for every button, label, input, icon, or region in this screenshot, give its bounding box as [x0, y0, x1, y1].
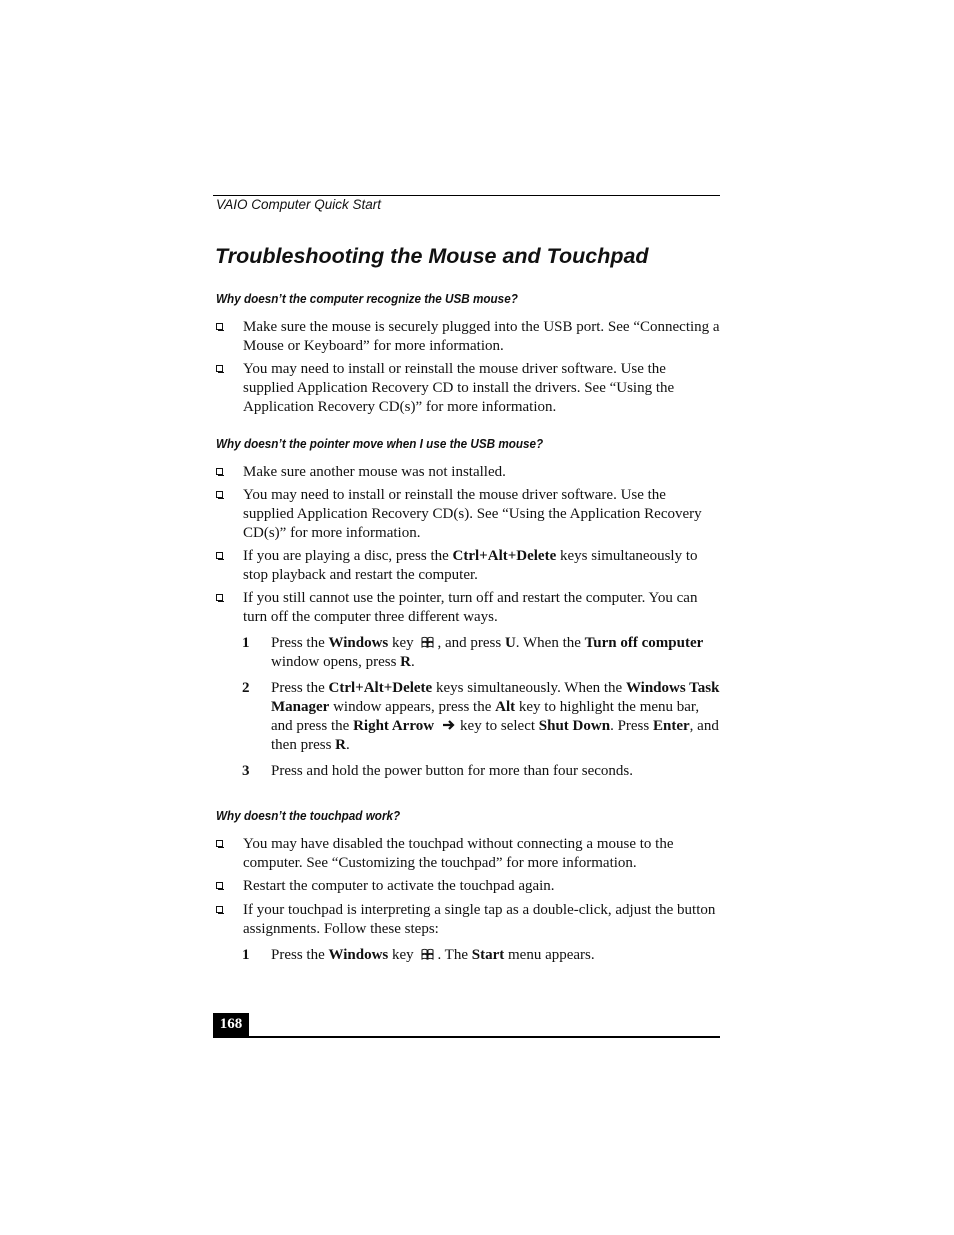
- windows-logo-icon: [421, 948, 434, 960]
- step-number: 3: [242, 763, 250, 779]
- list-item-text: You may need to install or reinstall the mouse driver software. Use the supplied Application Recovery CD to install the drivers. See “Using the Application Recovery CD(s)” for more information.: [243, 361, 675, 415]
- windows-logo-icon: [421, 636, 434, 648]
- list-item-text: If you are playing a disc, press the Ctrl+Alt+Delete keys simultaneously to stop playback and restart the computer.: [243, 548, 698, 583]
- section-question: Why doesn’t the pointer move when I use the USB mouse?: [216, 436, 544, 451]
- checkbox-bullet-icon: [216, 840, 223, 847]
- checkbox-bullet-icon: [216, 594, 223, 601]
- checkbox-bullet-icon: [216, 365, 223, 372]
- checkbox-bullet-icon: [216, 468, 223, 475]
- list-item-text: Restart the computer to activate the touchpad again.: [243, 878, 555, 894]
- step-text: Press and hold the power button for more than four seconds.: [271, 763, 634, 779]
- checkbox-bullet-icon: [216, 906, 223, 913]
- step-text: Press the Ctrl+Alt+Delete keys simultaneously. When the Windows Task Manager window appears, press the Alt key to highlight the menu bar, and press the Right Arrow key to select Shut Down. Press Enter, and then press R.: [271, 680, 720, 753]
- list-item-text: Make sure the mouse is securely plugged into the USB port. See “Connecting a Mouse or Keyboard” for more information.: [243, 319, 720, 354]
- page-title: Troubleshooting the Mouse and Touchpad: [215, 244, 649, 268]
- step-number: 1: [242, 947, 250, 963]
- step-text: Press the Windows key , and press U. When the Turn off computer window opens, press R.: [271, 635, 704, 670]
- step-number: 1: [242, 635, 250, 651]
- header-rule: [213, 195, 720, 196]
- page-number: 168: [213, 1013, 249, 1036]
- checkbox-bullet-icon: [216, 882, 223, 889]
- list-item-text: You may have disabled the touchpad without connecting a mouse to the computer. See “Customizing the touchpad” for more information.: [243, 836, 674, 871]
- step-number: 2: [242, 680, 250, 696]
- checkbox-bullet-icon: [216, 323, 223, 330]
- running-head: VAIO Computer Quick Start: [216, 197, 382, 212]
- right-arrow-icon: [442, 719, 456, 731]
- footer-rule: [213, 1036, 720, 1038]
- list-item-text: If your touchpad is interpreting a single tap as a double-click, adjust the button assignments. Follow these steps:: [243, 902, 716, 937]
- checkbox-bullet-icon: [216, 491, 223, 498]
- step-text: Press the Windows key . The Start menu appears.: [271, 947, 595, 963]
- list-item-text: Make sure another mouse was not installed.: [243, 464, 506, 480]
- list-item-text: If you still cannot use the pointer, turn off and restart the computer. You can turn off the computer three different ways.: [243, 590, 698, 625]
- section-question: Why doesn’t the touchpad work?: [216, 808, 401, 823]
- section-question: Why doesn’t the computer recognize the USB mouse?: [216, 291, 518, 306]
- checkbox-bullet-icon: [216, 552, 223, 559]
- list-item-text: You may need to install or reinstall the mouse driver software. Use the supplied Application Recovery CD(s). See “Using the Application Recovery CD(s)” for more information.: [243, 487, 702, 541]
